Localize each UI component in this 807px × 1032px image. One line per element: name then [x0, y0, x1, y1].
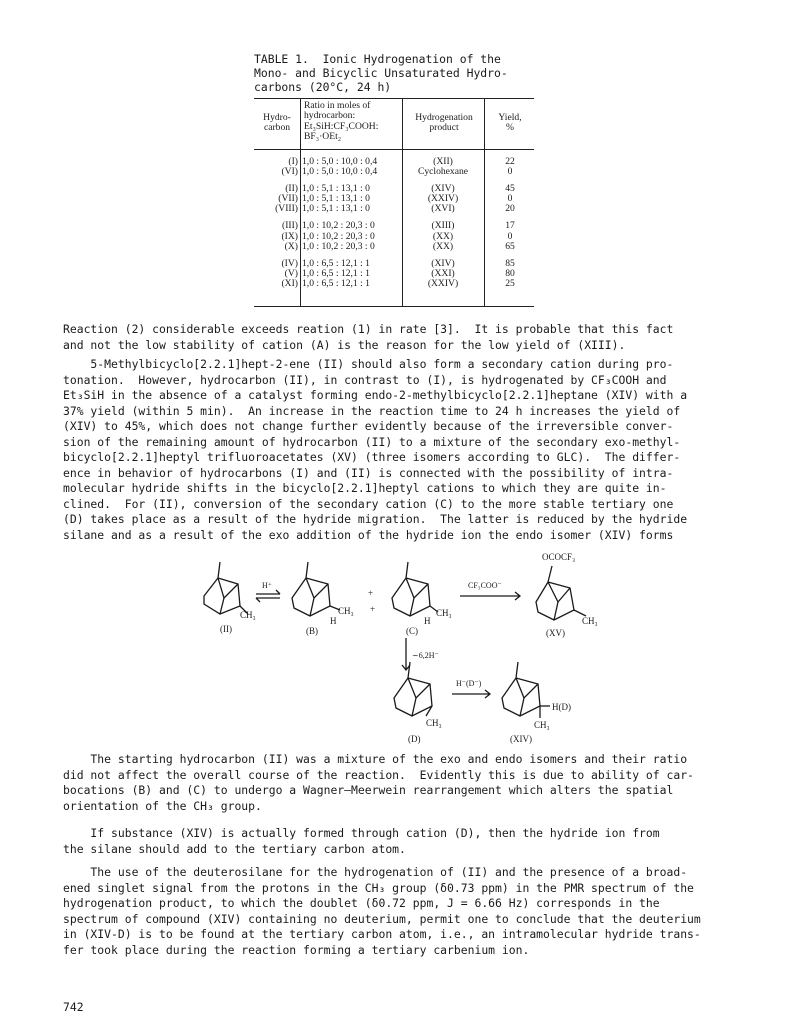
header-hydrocarbon — [256, 113, 298, 134]
table-cell: 0 — [507, 166, 513, 178]
table-cell: 1,0 : 5,0 : 10,0 : 0,4 — [302, 156, 378, 167]
header-ratio — [304, 101, 378, 143]
header-text: % — [506, 122, 514, 134]
down-arrow — [402, 638, 410, 670]
table-cell: (II) — [285, 183, 298, 195]
header-text: Hydro- — [263, 112, 291, 123]
table-cell: (XI) — [281, 277, 298, 289]
table-cell: (XXI) — [431, 267, 455, 279]
table-row-group — [404, 184, 482, 214]
table-1 — [254, 52, 534, 307]
label-II: (II) — [220, 624, 232, 634]
table-cell: 80 — [505, 267, 515, 279]
table-row-group — [302, 184, 402, 214]
label-C: (C) — [406, 626, 418, 636]
table-cell: (XVI) — [431, 203, 455, 215]
table-cell: (X) — [284, 240, 298, 252]
caption-line: Mono- and Bicyclic Unsaturated Hydro- — [254, 66, 508, 80]
column-hydrocarbon — [254, 157, 298, 296]
table-cell: (VIII) — [275, 203, 298, 215]
table-cell: 1,0 : 6,5 : 12,1 : 1 — [302, 257, 370, 269]
label-hydride-deuteride: H⁻(D⁻) — [456, 679, 482, 688]
label-cf3coo: CF₃COO⁻ — [468, 581, 502, 590]
label-hydride-shift: ∼6,2H⁻ — [412, 651, 439, 660]
column-yield — [486, 157, 534, 296]
table-cell: 1,0 : 10,2 : 20,3 : 0 — [302, 220, 375, 232]
table-row-group — [404, 157, 482, 177]
header-rule — [254, 149, 534, 150]
table-cell: 1,0 : 10,2 : 20,3 : 0 — [302, 240, 375, 252]
table-cell: (XXIV) — [427, 277, 459, 289]
reaction-scheme — [190, 548, 630, 748]
table-cell: (XX) — [432, 240, 454, 252]
equilibrium-arrow — [256, 590, 280, 602]
caption-line: TABLE 1. Ionic Hydrogenation of the — [254, 52, 501, 66]
label-ch3: CH₃ — [426, 718, 442, 728]
table-cell: (III) — [282, 220, 298, 232]
table-cell: (V) — [284, 267, 298, 279]
table-cell: 22 — [505, 156, 515, 167]
label-ch3: CH₃ — [240, 610, 256, 620]
column-divider — [300, 99, 301, 306]
structure-D — [394, 662, 432, 716]
label-h-plus: H⁺ — [262, 581, 272, 590]
label-XV: (XV) — [546, 628, 565, 638]
table-row-group — [486, 221, 534, 251]
table-cell: (I) — [288, 156, 298, 167]
table-cell: (IX) — [281, 230, 298, 242]
table-row-group — [254, 259, 298, 289]
table-cell: (XII) — [433, 156, 453, 167]
column-ratio — [302, 157, 402, 296]
structure-B — [292, 562, 340, 616]
header-text: hydrocarbon: — [304, 110, 356, 122]
paragraph-starting-hydrocarbon: The starting hydrocarbon (II) was a mixture of the exo and endo isomers and their ratio did not affect the overall course of the reaction. Evidently this is due to ability of car- bocations (B) and (C) to undergo a Wagner–Meerwein rearrangement which alters the spatial orientation of the CH₃ group. — [63, 752, 694, 813]
table-cell: (XXIV) — [427, 193, 459, 205]
header-text: carbon — [263, 122, 291, 134]
label-D: (D) — [408, 734, 421, 744]
structure-XV — [536, 566, 586, 620]
header-text: Hydrogenation — [415, 112, 473, 123]
table-row-group — [486, 184, 534, 214]
table-row-group — [486, 259, 534, 289]
label-B: (B) — [306, 626, 318, 636]
table-row-group — [254, 221, 298, 251]
table-cell: (XX) — [432, 230, 454, 242]
header-product — [404, 113, 484, 134]
column-divider — [484, 99, 485, 306]
table-row-group — [302, 221, 402, 251]
paragraph-substance-XIV: If substance (XIV) is actually formed through cation (D), then the hydride ion from the silane should add to the tertiary carbon atom. — [63, 826, 660, 856]
column-divider — [402, 99, 403, 306]
table-cell: 85 — [505, 257, 515, 269]
column-product — [404, 157, 482, 296]
scheme-drawing — [190, 548, 630, 748]
table-cell: 1,0 : 5,1 : 13,1 : 0 — [302, 193, 370, 205]
label-ocof3: OCOCF₃ — [542, 552, 576, 562]
header-text: product — [429, 122, 459, 134]
label-ch3: CH₃ — [436, 608, 452, 618]
header-text: Et₃SiH:CF₃COOH: — [304, 120, 379, 132]
paragraph-deuterosilane: The use of the deuterosilane for the hydrogenation of (II) and the presence of a broad- ened singlet signal from the protons in the CH₃ group (δ0.73 ppm) in the PMR spectrum of the hydrogenation product, to which the doublet (δ0.72 ppm, J = 6.66 Hz) corresponds in the spectrum of compound (XIV) containing no deuterium, permit one to conclude that the deuterium in (XIV-D) is to be found at the tertiary carbon atom, i.e., an intramolecular hydride trans- fer took place during the reaction forming a tertiary carbenium ion. — [63, 865, 701, 957]
table-cell: 1,0 : 6,5 : 12,1 : 1 — [302, 277, 370, 289]
table-caption — [254, 52, 534, 94]
table-cell: 0 — [507, 193, 513, 205]
table-row-group — [302, 259, 402, 289]
table-row-group — [254, 157, 298, 177]
table-cell: 45 — [505, 183, 515, 195]
table-cell: 20 — [505, 203, 515, 215]
label-XIV: (XIV) — [510, 734, 532, 744]
data-table — [254, 98, 534, 307]
header-text: Ratio in moles of — [304, 100, 371, 111]
reaction-arrow-hydride — [452, 690, 490, 698]
label-ch3: CH₃ — [338, 606, 354, 616]
table-cell: 0 — [507, 230, 513, 242]
reaction-arrow — [460, 592, 520, 600]
table-cell: (XIV) — [431, 257, 455, 269]
table-row-group — [404, 221, 482, 251]
table-cell: 1,0 : 5,1 : 13,1 : 0 — [302, 183, 370, 195]
page-number: 742 — [63, 1000, 84, 1014]
label-h: H — [424, 616, 431, 626]
table-cell: 1,0 : 5,0 : 10,0 : 0,4 — [302, 166, 378, 178]
header-text: Yield, — [498, 112, 522, 123]
paragraph-methylbicycloheptene: 5-Methylbicyclo[2.2.1]hept-2-ene (II) should also form a secondary cation during pro- tonation. However, hydrocarbon (II), in contrast to (I), is hydrogenated by CF₃COOH and Et₃SiH in the absence of a catalyst forming endo-2-methylbicyclo[2.2.1]heptane (XIV) with a 37% yield (within 5 min). An increase in the reaction time to 24 h increases the yield of (XIV) to 45%, which does not change further evidently because of the irreversible conver- sion of the remaining amount of hydrocarbon (II) to a mixture of the secondary exo-methyl- bicyclo[2.2.1]heptyl trifluoroacetates (XV) (three isomers according to GLC). The differ- ence in behavior of hydrocarbons (I) and (II) is connected with the possibility of intra- molecular hydride shifts in the bicyclo[2.2.1]heptyl cations to which they are quite in- clined. For (II), conversion of the secondary cation (C) to the more stable tertiary one (D) takes place as a result of the hydride migration. The latter is reduced by the hydride silane and as a result of the exo addition of the hydride ion the endo isomer (XIV) forms — [63, 357, 688, 542]
table-row-group — [404, 259, 482, 289]
table-row-group — [254, 184, 298, 214]
table-cell: (VI) — [281, 166, 298, 178]
table-cell: 65 — [505, 240, 515, 252]
label-plus: + — [368, 588, 374, 598]
table-cell: 17 — [505, 220, 515, 232]
label-plus: + — [370, 604, 376, 614]
table-row-group — [486, 157, 534, 177]
header-yield — [486, 113, 534, 134]
table-cell: 25 — [505, 277, 515, 289]
table-cell: (VII) — [278, 193, 298, 205]
table-row-group — [302, 157, 402, 177]
table-cell: (XIII) — [431, 220, 455, 232]
label-ch3: CH₃ — [534, 720, 550, 730]
table-cell: 1,0 : 5,1 : 13,1 : 0 — [302, 203, 370, 215]
label-h-d: H(D) — [552, 702, 571, 712]
structure-C — [392, 562, 438, 616]
table-cell: 1,0 : 10,2 : 20,3 : 0 — [302, 230, 375, 242]
table-cell: Cyclohexane — [417, 166, 469, 178]
label-h: H — [330, 616, 337, 626]
structure-II — [204, 562, 248, 614]
label-ch3: CH₃ — [582, 616, 598, 626]
table-cell: 1,0 : 6,5 : 12,1 : 1 — [302, 267, 370, 279]
structure-XIV — [502, 662, 550, 718]
table-cell: (XIV) — [431, 183, 455, 195]
paragraph-rate: Reaction (2) considerable exceeds reation (1) in rate [3]. It is probable that this fact and not the low stability of cation (A) is the reason for the low yield of (XIII). — [63, 322, 674, 352]
caption-line: carbons (20°C, 24 h) — [254, 80, 392, 94]
header-text: BF₃·OEt₂ — [304, 131, 342, 143]
table-cell: (IV) — [281, 257, 298, 269]
